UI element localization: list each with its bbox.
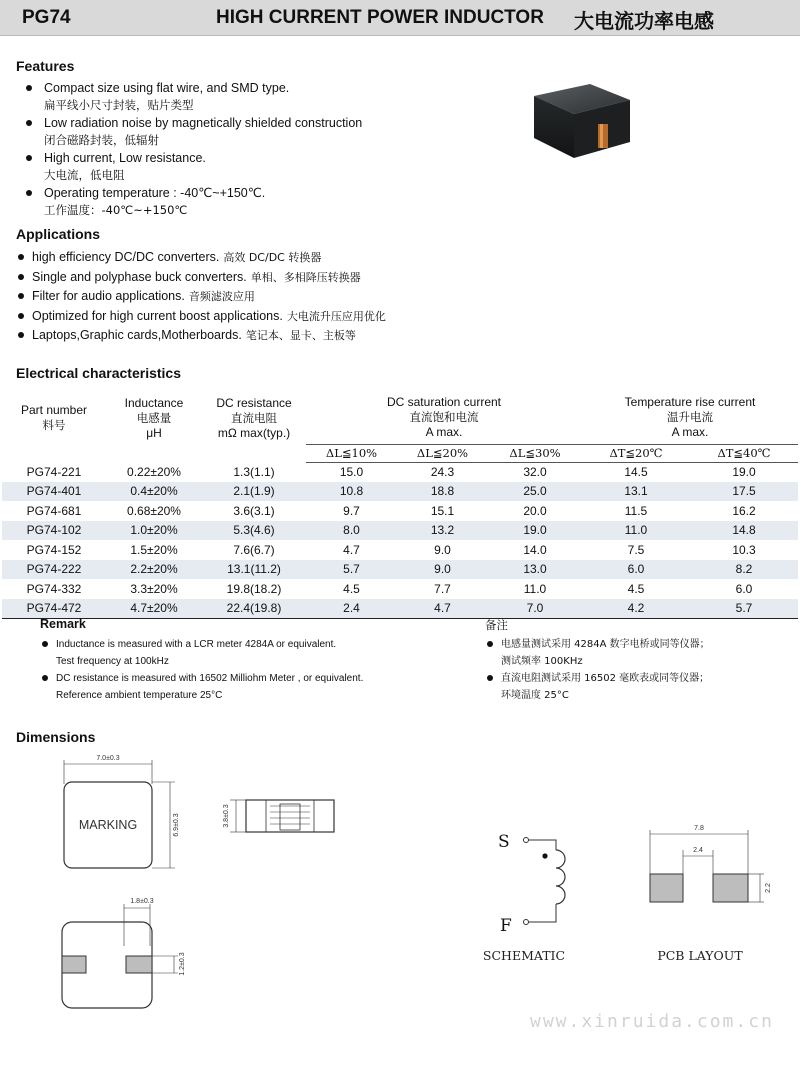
table-row bbox=[2, 521, 798, 541]
cell-ind: 1.0±20% bbox=[106, 521, 202, 541]
cell-s20: 18.8 bbox=[397, 482, 488, 502]
bullet-icon bbox=[487, 675, 493, 681]
cell-dcr: 1.3(1.1) bbox=[233, 464, 275, 479]
hdr-ind-cn: 电感量 bbox=[136, 410, 172, 425]
product-photo bbox=[520, 78, 640, 168]
cell-s30: 19.0 bbox=[488, 521, 582, 541]
cell-ind: 3.3±20% bbox=[130, 581, 178, 596]
feature-item bbox=[26, 80, 486, 114]
cell-t20: 11.0 bbox=[582, 521, 690, 541]
title-chinese: 大电流功率电感 bbox=[574, 9, 714, 33]
schematic-drawing bbox=[483, 832, 565, 963]
cell-s20: 4.7 bbox=[397, 599, 488, 619]
bullet-icon bbox=[18, 332, 24, 338]
remark-line: Inductance is measured with a LCR meter 4284A or equivalent. bbox=[56, 639, 337, 650]
cell-t20: 11.5 bbox=[624, 503, 648, 518]
remark-line: 环境温度 25°C bbox=[501, 690, 569, 701]
features-title: Features bbox=[16, 58, 75, 74]
cell-s20: 9.0 bbox=[434, 542, 451, 557]
bullet-icon bbox=[42, 641, 48, 647]
cell-t40: 19.0 bbox=[732, 465, 756, 479]
cell-ind: 4.7±20% bbox=[106, 599, 202, 619]
application-cn: 高效 DC/DC 转换器 bbox=[223, 251, 322, 264]
top-view-drawing bbox=[64, 755, 180, 868]
col-saturation-current bbox=[306, 392, 582, 444]
hdr-dcr-en: DC resistance bbox=[216, 395, 292, 410]
cell-dcr: 7.6(6.7) bbox=[233, 542, 275, 557]
subhdr-dl10: ΔL≦10% bbox=[306, 444, 397, 462]
feature-en: Compact size using flat wire, and SMD type. bbox=[44, 81, 290, 95]
bullet-icon bbox=[42, 675, 48, 681]
cell-pn: PG74-332 bbox=[26, 581, 82, 596]
dim-top-height: 6.9±0.3 bbox=[173, 813, 180, 837]
cell-t40: 14.8 bbox=[690, 521, 798, 541]
hdr-temp-unit: A max. bbox=[671, 425, 709, 440]
hdr-temp-en: Temperature rise current bbox=[624, 395, 756, 410]
cell-dcr: 5.3(4.6) bbox=[202, 521, 306, 541]
dim-pcb-height: 2.2 bbox=[765, 883, 772, 893]
application-item bbox=[18, 287, 518, 307]
subhdr-dt20: ΔT≦20℃ bbox=[582, 444, 690, 462]
cell-s30: 25.0 bbox=[488, 482, 582, 502]
cell-t40: 16.2 bbox=[732, 503, 756, 518]
cell-s10: 8.0 bbox=[306, 521, 397, 541]
application-cn: 笔记本、显卡、主板等 bbox=[245, 329, 356, 342]
cell-t20: 7.5 bbox=[627, 542, 645, 557]
remark-item bbox=[485, 636, 785, 670]
col-inductance bbox=[106, 392, 202, 462]
feature-cn: 闭合磁路封装，低辐射 bbox=[44, 133, 159, 147]
cell-pn: PG74-401 bbox=[2, 482, 106, 502]
table-row bbox=[2, 560, 798, 580]
feature-item bbox=[26, 115, 486, 149]
side-view-drawing bbox=[223, 800, 334, 832]
subhdr-dt40: ΔT≦40℃ bbox=[690, 444, 798, 462]
pcb-layout-drawing bbox=[650, 825, 772, 963]
dimension-drawings bbox=[0, 750, 800, 1050]
dim-bottom-height: 1.2±0.3 bbox=[179, 952, 186, 976]
table-row bbox=[2, 599, 798, 619]
dim-top-width: 7.0±0.3 bbox=[96, 755, 120, 762]
cell-s20: 7.7 bbox=[434, 581, 451, 596]
bullet-icon bbox=[18, 274, 24, 280]
bullet-icon bbox=[26, 120, 32, 126]
application-cn: 音频滤波应用 bbox=[188, 290, 255, 303]
table-row bbox=[2, 540, 798, 560]
feature-item bbox=[26, 150, 486, 184]
cell-s30: 14.0 bbox=[523, 542, 547, 557]
bullet-icon bbox=[26, 155, 32, 161]
polarity-dot bbox=[542, 853, 547, 858]
hdr-ind-en: Inductance bbox=[124, 395, 184, 410]
cell-ind: 0.22±20% bbox=[127, 464, 181, 479]
remark-item bbox=[485, 670, 785, 704]
subhdr-dl30: ΔL≦30% bbox=[488, 444, 582, 462]
feature-en: High current, Low resistance. bbox=[44, 151, 206, 165]
pcb-caption: PCB LAYOUT bbox=[657, 948, 743, 963]
bottom-view-drawing bbox=[62, 898, 186, 1008]
applications-list bbox=[18, 248, 518, 346]
bullet-icon bbox=[18, 293, 24, 299]
cell-t40: 17.5 bbox=[690, 482, 798, 502]
table-row bbox=[2, 482, 798, 502]
website-watermark: www.xinruida.com.cn bbox=[530, 1011, 774, 1032]
bullet-icon bbox=[487, 641, 493, 647]
remark-line: DC resistance is measured with 16502 Milliohm Meter , or equivalent. bbox=[56, 673, 364, 684]
schematic-f-label: F bbox=[500, 916, 512, 936]
dim-side-height: 3.8±0.3 bbox=[223, 804, 230, 828]
hdr-sat-cn: 直流饱和电流 bbox=[409, 410, 479, 425]
cell-t20: 4.5 bbox=[627, 581, 645, 596]
remark-item bbox=[40, 670, 460, 704]
dim-bottom-width: 1.8±0.3 bbox=[130, 898, 154, 905]
cell-pn: PG74-222 bbox=[2, 560, 106, 580]
bullet-icon bbox=[26, 190, 32, 196]
cell-dcr: 22.4(19.8) bbox=[202, 599, 306, 619]
cell-s30: 7.0 bbox=[488, 599, 582, 619]
bullet-icon bbox=[26, 85, 32, 91]
application-item bbox=[18, 248, 518, 268]
applications-title: Applications bbox=[16, 226, 101, 242]
cell-s20: 24.3 bbox=[430, 465, 455, 479]
feature-cn: 工作温度：-40℃~+150℃ bbox=[44, 203, 188, 217]
cell-s10: 4.5 bbox=[343, 581, 360, 596]
cell-t40: 8.2 bbox=[690, 560, 798, 580]
cell-pn: PG74-102 bbox=[2, 521, 106, 541]
application-en: Laptops,Graphic cards,Motherboards. bbox=[32, 328, 242, 342]
model-number: PG74 bbox=[22, 7, 71, 28]
col-part-number bbox=[2, 392, 106, 462]
remark-cn bbox=[485, 617, 785, 704]
cell-pn: PG74-152 bbox=[26, 542, 82, 557]
table-row bbox=[2, 462, 798, 482]
cell-s20: 15.1 bbox=[430, 503, 455, 518]
remark-line: 直流电阻测试采用 16502 毫欧表或同等仪器； bbox=[501, 673, 710, 684]
remark-line: 电感量测试采用 4284A 数字电桥或同等仪器； bbox=[501, 639, 710, 650]
cell-s10: 5.7 bbox=[306, 560, 397, 580]
subhdr-dl20: ΔL≦20% bbox=[397, 444, 488, 462]
cell-s10: 9.7 bbox=[343, 503, 360, 518]
application-en: Optimized for high current boost applications. bbox=[32, 308, 283, 323]
feature-en: Low radiation noise by magnetically shielded construction bbox=[44, 116, 363, 130]
cell-s10: 2.4 bbox=[306, 599, 397, 619]
remark-title: Remark bbox=[40, 617, 86, 631]
hdr-temp-cn: 温升电流 bbox=[667, 410, 713, 425]
hdr-dcr-cn: 直流电阻 bbox=[231, 410, 277, 425]
feature-en: Operating temperature : -40℃~+150℃. bbox=[44, 186, 266, 200]
cell-t40: 6.0 bbox=[735, 581, 753, 596]
cell-s20: 13.2 bbox=[397, 521, 488, 541]
application-en: Single and polyphase buck converters. bbox=[32, 269, 247, 284]
feature-item bbox=[26, 185, 486, 219]
hdr-pn-en: Part number bbox=[20, 403, 88, 417]
cell-ind: 1.5±20% bbox=[130, 542, 178, 557]
hdr-sat-unit: A max. bbox=[425, 425, 463, 440]
application-cn: 单相、多相降压转换器 bbox=[250, 270, 361, 284]
cell-s10: 4.7 bbox=[343, 542, 360, 557]
feature-cn: 扁平线小尺寸封装，贴片类型 bbox=[44, 98, 194, 112]
electrical-table bbox=[2, 392, 798, 619]
cell-t20: 6.0 bbox=[582, 560, 690, 580]
dim-pcb-total: 7.8 bbox=[694, 825, 704, 832]
remark-title-cn: 备注 bbox=[485, 618, 508, 632]
electrical-title: Electrical characteristics bbox=[16, 365, 181, 381]
features-list bbox=[26, 80, 486, 220]
application-item bbox=[18, 268, 518, 288]
cell-t40: 5.7 bbox=[690, 599, 798, 619]
cell-ind: 0.4±20% bbox=[106, 482, 202, 502]
cell-dcr: 2.1(1.9) bbox=[202, 482, 306, 502]
cell-dcr: 13.1(11.2) bbox=[202, 560, 306, 580]
hdr-ind-unit: μH bbox=[146, 425, 162, 440]
cell-s10: 10.8 bbox=[306, 482, 397, 502]
dimensions-title: Dimensions bbox=[16, 729, 96, 745]
hdr-sat-en: DC saturation current bbox=[386, 395, 502, 410]
cell-dcr: 3.6(3.1) bbox=[233, 503, 275, 518]
col-temperature-current bbox=[582, 392, 798, 444]
feature-cn: 大电流，低电阻 bbox=[44, 168, 125, 182]
table-row bbox=[2, 579, 798, 599]
remark-item bbox=[40, 636, 460, 670]
application-en: Filter for audio applications. bbox=[32, 289, 185, 303]
cell-s30: 32.0 bbox=[523, 465, 547, 479]
hdr-pn-cn: 料号 bbox=[42, 418, 66, 432]
remark-en bbox=[40, 636, 460, 704]
bullet-icon bbox=[18, 313, 24, 319]
dim-pcb-gap: 2.4 bbox=[693, 847, 703, 854]
application-en: high efficiency DC/DC converters. bbox=[32, 250, 220, 264]
remark-line: 测试频率 100KHz bbox=[501, 656, 583, 667]
cell-t20: 14.5 bbox=[624, 465, 648, 479]
cell-s10: 15.0 bbox=[339, 465, 364, 479]
cell-s30: 13.0 bbox=[488, 560, 582, 580]
marking-text: MARKING bbox=[78, 818, 138, 832]
cell-dcr: 19.8(18.2) bbox=[226, 581, 282, 596]
cell-s30: 11.0 bbox=[523, 581, 547, 596]
cell-t20: 4.2 bbox=[582, 599, 690, 619]
cell-s20: 9.0 bbox=[397, 560, 488, 580]
remark-line: Test frequency at 100kHz bbox=[56, 656, 169, 667]
cell-s30: 20.0 bbox=[523, 503, 547, 518]
schematic-s-label: S bbox=[498, 832, 510, 852]
cell-t20: 13.1 bbox=[582, 482, 690, 502]
cell-pn: PG74-472 bbox=[2, 599, 106, 619]
schematic-caption: SCHEMATIC bbox=[482, 948, 566, 963]
bullet-icon bbox=[18, 254, 24, 260]
cell-t40: 10.3 bbox=[732, 542, 756, 557]
application-cn: 大电流升压应用优化 bbox=[286, 309, 386, 323]
title-english: HIGH CURRENT POWER INDUCTOR bbox=[216, 7, 544, 28]
hdr-dcr-unit: mΩ max(typ.) bbox=[217, 425, 291, 440]
remark-line: Reference ambient temperature 25°C bbox=[56, 690, 223, 701]
cell-ind: 2.2±20% bbox=[106, 560, 202, 580]
col-dc-resistance bbox=[202, 392, 306, 462]
application-item bbox=[18, 307, 518, 327]
cell-pn: PG74-681 bbox=[26, 503, 82, 518]
page-header bbox=[0, 0, 800, 36]
application-item bbox=[18, 326, 518, 346]
cell-ind: 0.68±20% bbox=[127, 503, 181, 518]
table-row bbox=[2, 501, 798, 521]
cell-pn: PG74-221 bbox=[26, 464, 82, 479]
